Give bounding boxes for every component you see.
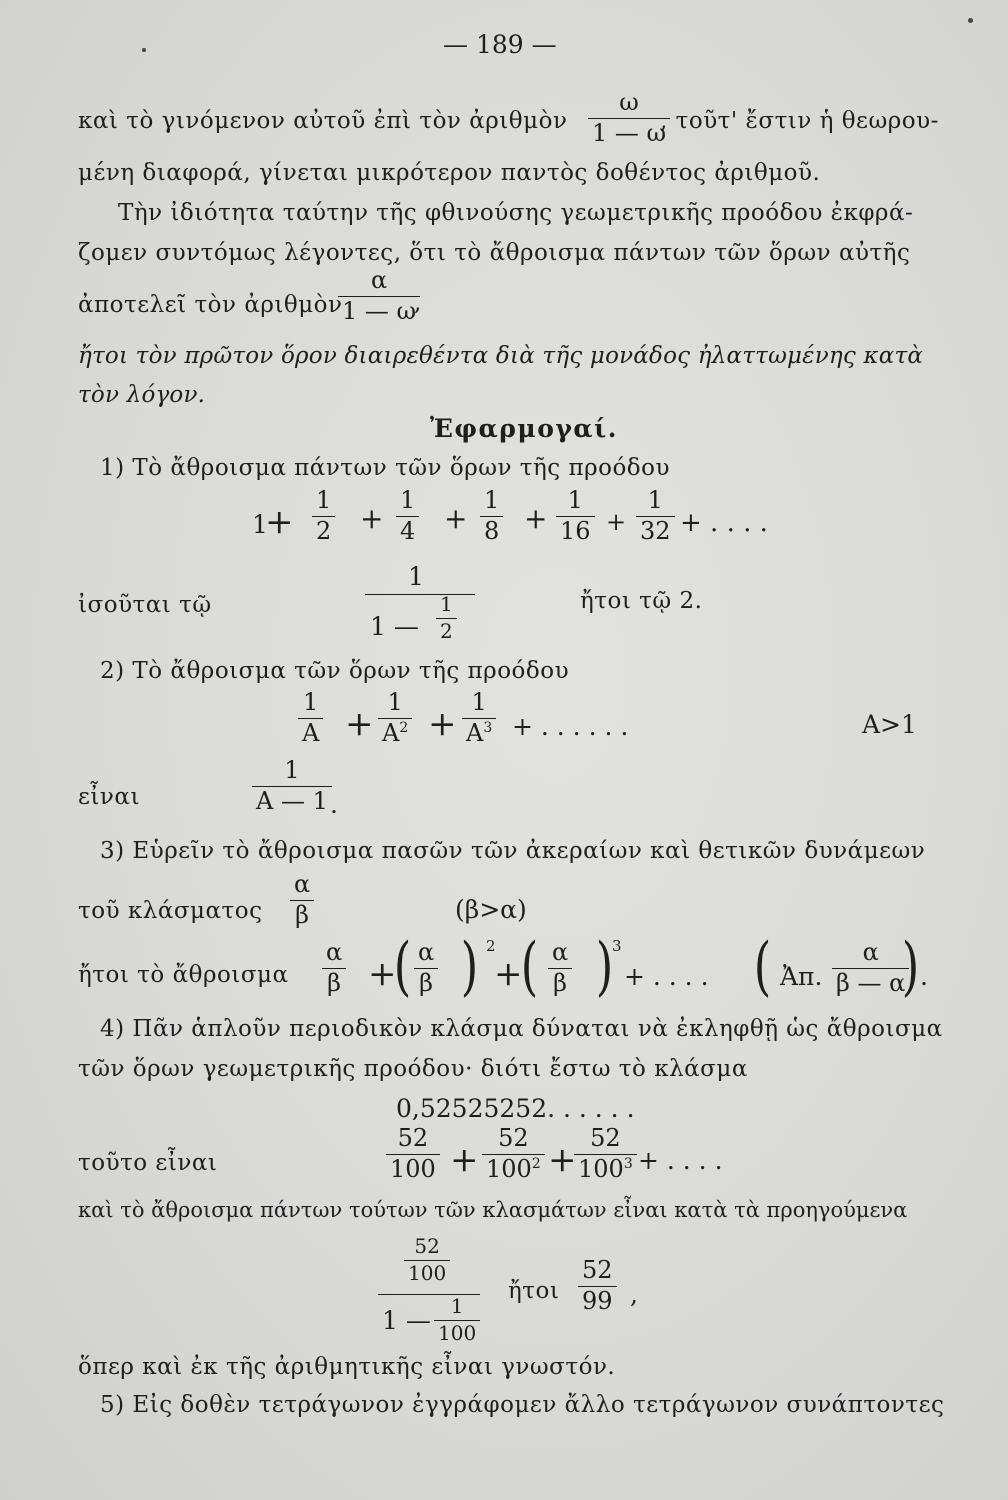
exponent: 3 [483,720,493,737]
ex2-label: 2) Τὸ ἄθροισμα τῶν ὅρων τῆς προόδου [100,658,570,684]
ex1-result-text: ἤτοι τῷ 2. [580,588,703,614]
ex2-frac-2-d [378,721,412,746]
ex3-line2-start: τοῦ κλάσματος [78,898,263,924]
ex3-term-2 [414,940,438,996]
exponent: 2 [399,720,409,737]
inner-frac-d: 2 [440,619,453,643]
ex2-frac-1-n: 1 [303,688,319,716]
right-paren: ) [595,930,614,1004]
ex1-frac-2-n: 1 [400,486,416,514]
ex4-label: 4) Πᾶν ἁπλοῦν περιοδικὸν κλάσμα δύναται νὰ ἐκληφθῇ ὡς ἄθροισμα [100,1016,943,1042]
ex2-frac-2 [378,690,412,746]
ex4-frac-3-n: 52 [590,1124,621,1152]
ex3-term-1 [322,940,346,996]
p2-line2: ζομεν συντόμως λέγοντες, ὅτι τὸ ἄθροισμα πάντων τῶν ὅρων αὐτῆς [78,240,911,266]
section-heading: Ἐφαρμογαί. [430,414,618,443]
plus-sign: + [606,508,627,536]
ex4-line2: τῶν ὅρων γεωμετρικῆς προόδου· διότι ἔστω τὸ κλάσμα [78,1056,748,1082]
ex1-frac-5-d: 32 [640,517,671,546]
ex1-series-start: 1 [252,510,268,539]
p2-line1: Τὴν ἰδιότητα ταύτην τῆς φθινούσης γεωμετρικῆς προόδου ἐκφρά- [118,200,914,226]
ex4-series-end: + . . . . [638,1146,723,1175]
ex3-answer-prefix: Ἀπ. [780,962,823,991]
page-number: — 189 — [443,30,557,59]
ex3-fraction [290,872,314,928]
ex2-condition: A>1 [862,710,917,739]
ex1-frac-4-n: 1 [567,486,583,514]
ex1-frac-3-n: 1 [484,486,500,514]
ex2-result-end: . [330,790,338,819]
p2-line5: τὸν λόγον. [78,382,206,408]
ex1-frac-5 [636,488,675,544]
ex3-label: 3) Εὑρεῖν τὸ ἄθροισμα πασῶν τῶν ἀκεραίων καὶ θετικῶν δυνάμεων [100,838,926,864]
ex1-label: 1) Τὸ ἄθροισμα πάντων τῶν ὅρων τῆς προόδου [100,455,670,481]
ex1-frac-4-d: 16 [560,517,591,546]
exponent: 2 [531,1156,541,1173]
ex2-frac-3 [462,690,496,746]
ex2-series-end: + . . . . . . [512,712,629,741]
ex1-result-bar [365,594,475,595]
ex3-sum-label: ἤτοι τὸ ἄθροισμα [78,962,289,988]
print-speck [968,18,973,23]
left-paren: ( [753,930,772,1004]
ex1-frac-1 [312,488,335,544]
big-n-d: 100 [408,1261,447,1285]
ex1-frac-3-d: 8 [484,517,500,546]
ex4-result-n: 52 [582,1256,613,1284]
ex3-term-2-d: β [419,969,434,998]
ex2-frac-2-n: 1 [387,688,403,716]
ex4-frac-2-d [482,1157,545,1182]
ex4-or-label: ἤτοι [508,1278,560,1304]
ex3-term-3-n: α [552,938,569,966]
ex4-big-inner-fraction [434,1296,480,1344]
ex4-this-is: τοῦτο εἶναι [78,1150,218,1176]
ex4-frac-2-n: 52 [498,1124,529,1152]
print-speck [142,48,146,52]
left-paren: ( [520,930,539,1004]
ex1-frac-5-n: 1 [647,486,663,514]
ex3-answer-n: α [862,938,879,966]
ex4-big-d-int: 1 — [382,1306,431,1335]
p2-line4: ἤτοι τὸν πρῶτον ὅρον διαιρεθέντα διὰ τῆς μονάδος ἠλαττωμένης κατὰ [78,343,924,369]
ex1-result-denominator-int: 1 — [370,612,419,641]
ex3-term-3-d: β [553,969,568,998]
ex4-result [578,1258,617,1314]
ex2-frac-1 [298,690,323,746]
plus-sign: + [444,502,468,535]
p2-frac-numerator: α [370,266,388,294]
ex1-series-end: + . . . . [680,508,768,538]
ex3-series-end: + . . . . [624,962,709,991]
ex1-frac-1-d: 2 [316,517,332,546]
p1-line1-start: καὶ τὸ γινόμενον αὐτοῦ ἐπὶ τὸν ἀριθμὸν [78,108,568,134]
ex3-term-1-n: α [326,938,343,966]
ex5-label: 5) Εἰς δοθὲν τετράγωνον ἐγγράφομεν ἄλλο τετράγωνον συνάπτοντες [100,1392,945,1418]
p1-frac-numerator: ω [619,88,639,116]
right-paren: ) [901,930,920,1004]
ex3-exp-3: 3 [612,937,622,955]
ex3-answer [832,940,909,996]
base: 100 [578,1155,624,1184]
base: A [302,719,320,748]
ex1-frac-3 [480,488,503,544]
ex4-frac-1-d [386,1157,440,1182]
ex1-frac-1-n: 1 [316,486,332,514]
plus-sign: + [524,502,548,535]
ex4-frac-2 [482,1126,545,1182]
ex4-line3: καὶ τὸ ἄθροισμα πάντων τούτων τῶν κλασμάτων εἶναι κατὰ τὰ προηγούμενα [78,1198,908,1222]
plus-sign: + [345,704,374,744]
base: A [466,719,484,748]
ex3-answer-d: β — α [836,969,906,998]
ex2-result-d: A — 1 [256,787,328,816]
left-paren: ( [393,930,412,1004]
plus-sign: + [368,954,397,994]
ex4-frac-1-n: 52 [397,1124,429,1152]
ex4-big-bar [378,1294,480,1295]
ex1-result-inner-fraction [436,594,457,642]
ex1-frac-2 [396,488,419,544]
ex2-result [252,758,332,814]
ex4-line4: ὅπερ καὶ ἐκ τῆς ἀριθμητικῆς εἶναι γνωστόν. [78,1354,616,1380]
ex1-equals-label: ἰσοῦται τῷ [78,592,212,618]
ex3-term-1-d: β [327,969,342,998]
plus-sign: + [265,502,294,542]
ex2-frac-1-d [298,721,323,746]
ex1-frac-4 [556,488,595,544]
p2-line3-end: , [414,290,422,316]
ex2-frac-3-n: 1 [471,688,487,716]
base: 100 [486,1155,532,1184]
ex3-frac-n: α [294,870,311,898]
p1-line1-end: , τοῦτ' ἔστιν ἡ θεωρου- [660,108,939,134]
ex1-result-numerator: 1 [408,562,424,591]
p1-frac-denominator: 1 — ω [592,119,667,148]
plus-sign: + [494,954,523,994]
plus-sign: + [548,1140,577,1180]
right-paren: ) [460,930,479,1004]
plus-sign: + [450,1140,479,1180]
ex3-frac-d: β [295,901,310,930]
p2-line3-start: ἀποτελεῖ τὸν ἀριθμὸν [78,292,343,318]
ex4-big-numerator [404,1236,450,1284]
ex4-frac-3 [574,1126,637,1182]
exponent: 3 [623,1156,633,1173]
plus-sign: + [428,704,457,744]
ex2-frac-3-d [462,721,496,746]
big-n-n: 52 [414,1234,440,1258]
ex3-term-2-n: α [418,938,435,966]
plus-sign: + [360,502,384,535]
p2-fraction [338,268,420,324]
p1-fraction [588,90,670,146]
ex3-condition: (β>α) [455,895,527,924]
ex4-result-d: 99 [582,1287,613,1316]
ex3-term-3 [548,940,572,996]
ex3-answer-end: . [920,962,928,991]
base: 100 [390,1155,436,1184]
ex2-is-label: εἶναι [78,784,140,810]
ex4-frac-1 [386,1126,440,1182]
inner-frac-n: 1 [450,1294,464,1318]
inner-frac-d: 100 [438,1321,477,1345]
ex1-frac-2-d: 4 [400,517,416,546]
ex3-exp-2: 2 [486,937,496,955]
p2-frac-denominator: 1 — ω [342,297,417,326]
ex4-result-end: , [630,1280,638,1309]
p1-line2: μένη διαφορά, γίνεται μικρότερον παντὸς δοθέντος ἀριθμοῦ. [78,160,821,186]
ex4-frac-3-d [574,1157,637,1182]
inner-frac-n: 1 [440,592,453,616]
ex2-result-n: 1 [284,756,300,784]
base: A [382,719,400,748]
ex4-decimal: 0,52525252. . . . . . [396,1094,635,1123]
